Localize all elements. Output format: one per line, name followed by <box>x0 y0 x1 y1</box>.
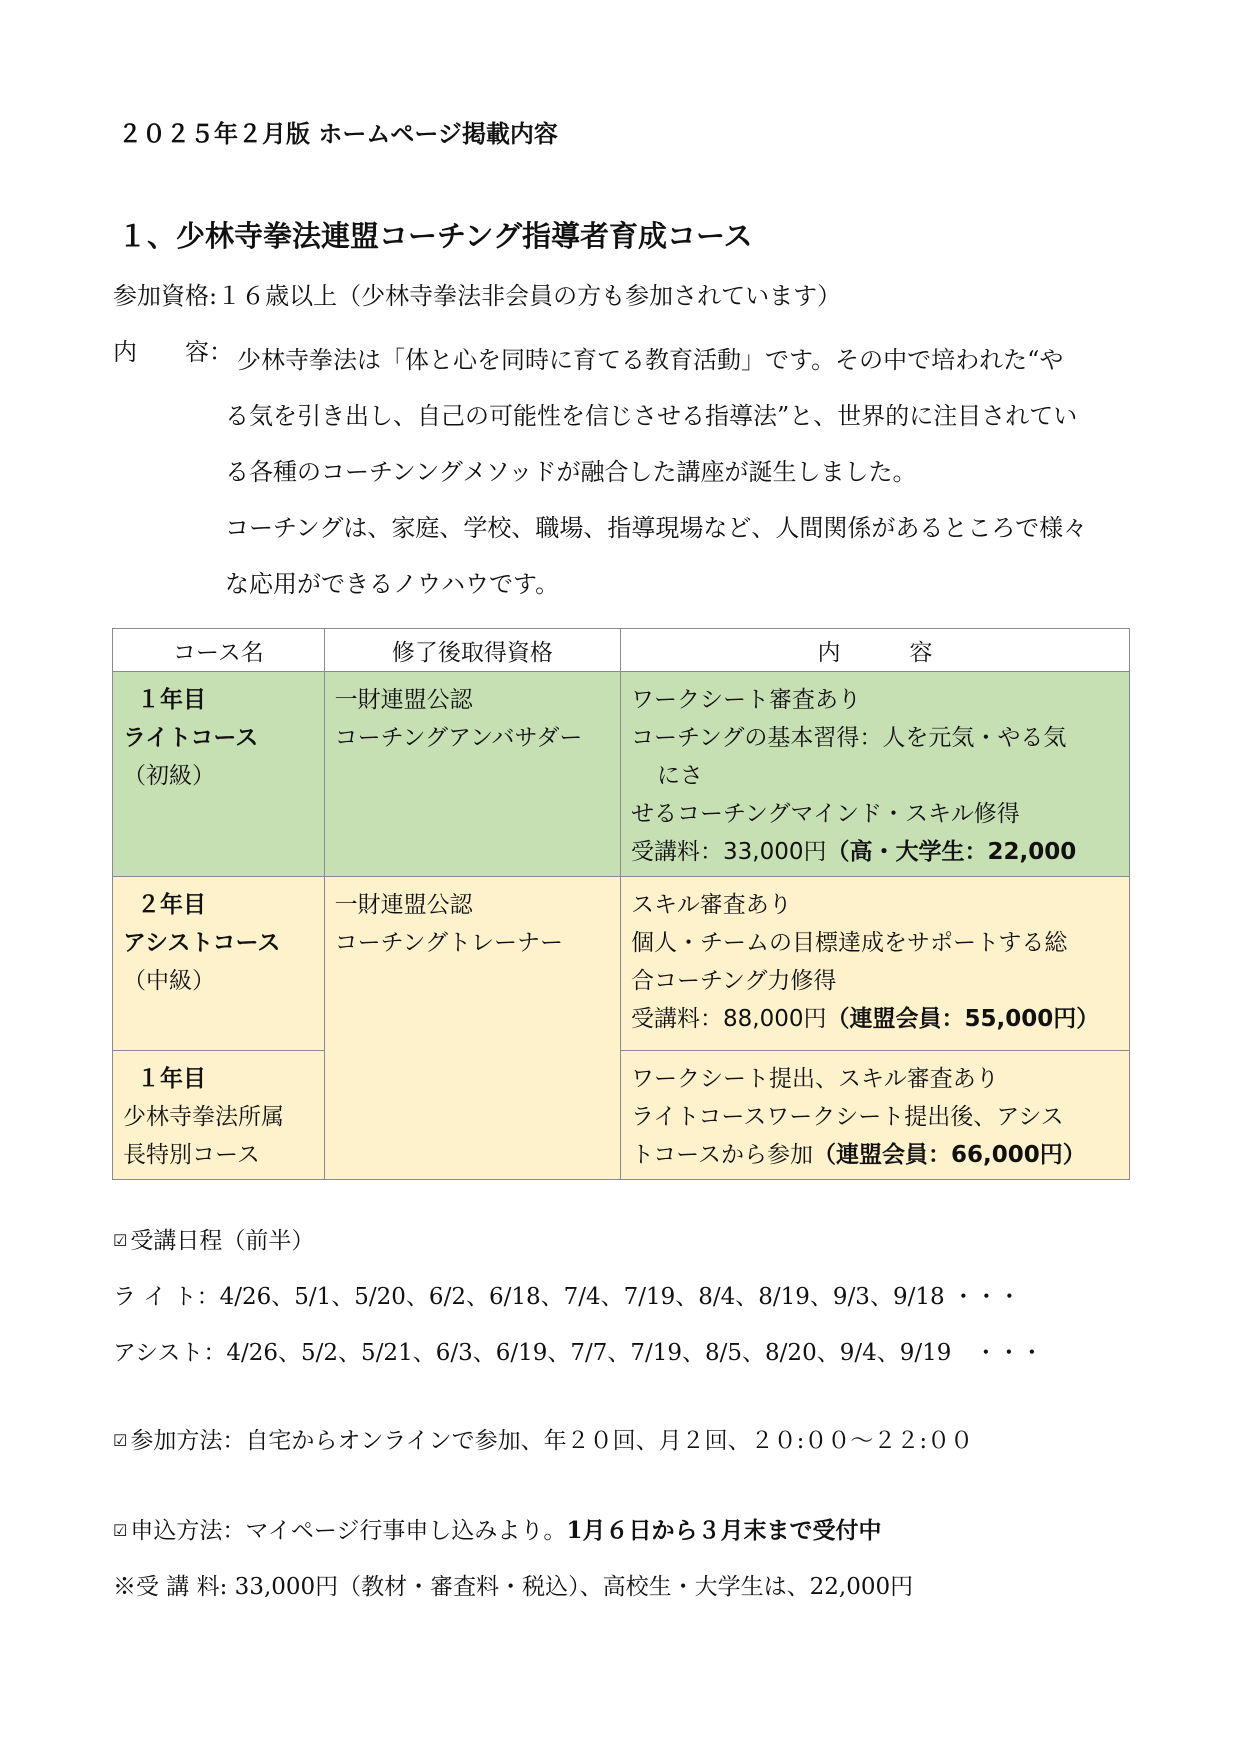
content-line: る気を引き出し、自己の可能性を信じさせる指導法”と、世界的に注目されてい <box>225 402 1078 430</box>
certification-cell <box>324 877 620 1180</box>
participation-method <box>113 1422 973 1455</box>
certification-line: 一財連盟公認 <box>334 892 473 918</box>
course-level: （初級） <box>123 763 215 789</box>
content-item: スキル審査あり <box>631 892 792 918</box>
application-method-text: 申込方法：マイページ行事申し込みより。 <box>130 1518 567 1544</box>
fee-discount: （連盟会員：55,000円） <box>826 1006 1100 1032</box>
checkbox-icon: ☑ <box>113 1431 128 1450</box>
participation-method-text: 参加方法：自宅からオンラインで参加、年２０回、月２回、２０:００～２２:００ <box>130 1428 974 1454</box>
content-cell <box>621 877 1130 1051</box>
course-name: 長特別コース <box>123 1142 260 1168</box>
content-line: な応用ができるノウハウです。 <box>225 570 560 598</box>
application-method <box>113 1512 881 1545</box>
certification-line: コーチングアンバサダー <box>334 725 583 751</box>
schedule-title <box>113 1222 314 1255</box>
course-name-cell <box>113 1051 325 1180</box>
schedule-assist: アシスト：4/26、5/2、5/21、6/3、6/19、7/7、7/19、8/5、8/20、9/4、9/19 ・・・ <box>113 1340 1044 1366</box>
content-cell <box>621 1051 1130 1180</box>
table-header-row <box>113 629 1130 672</box>
table-row <box>113 1051 1130 1180</box>
content-line: 少林寺拳法は「体と心を同時に育てる教育活動」です。その中で培われた“や <box>237 346 1064 374</box>
edition-heading: ２０２５年２月版 ホームページ掲載内容 <box>118 119 558 148</box>
fee-text: 受講料：88,000円 <box>631 1006 827 1032</box>
content-item: にさ <box>657 763 704 789</box>
fee-line <box>631 833 1120 871</box>
checkbox-icon: ☑ <box>113 1521 128 1540</box>
fee-line <box>631 1136 1120 1174</box>
course-year: １年目 <box>137 687 206 713</box>
content-item: 合コーチング力修得 <box>631 968 837 994</box>
qualification-text: 参加資格:１６歳以上（少林寺拳法非会員の方も参加されています） <box>113 282 842 310</box>
certification-line: コーチングトレーナー <box>334 930 564 956</box>
content-label: 内 容： <box>113 338 233 366</box>
course-level: （中級） <box>123 968 215 994</box>
checkbox-icon: ☑ <box>113 1231 128 1250</box>
content-item: トコースから参加 <box>631 1142 813 1168</box>
fee-discount: （連盟会員：66,000円） <box>812 1142 1086 1168</box>
content-item: 個人・チームの目標達成をサポートする総 <box>631 930 1068 956</box>
content-item: ワークシート提出、スキル審査あり <box>631 1066 999 1092</box>
content-item: ライトコースワークシート提出後、アシス <box>631 1104 1064 1130</box>
course-name-cell <box>113 877 325 1051</box>
certification-line: 一財連盟公認 <box>334 687 473 713</box>
section-title: １、少林寺拳法連盟コーチング指導者育成コース <box>118 219 753 253</box>
content-item: ワークシート審査あり <box>631 687 862 713</box>
certification-cell <box>324 672 620 877</box>
course-year: ２年目 <box>137 892 206 918</box>
column-header: 内 容 <box>621 629 1130 672</box>
schedule-light: ラ イ ト：4/26、5/1、5/20、6/2、6/18、7/4、7/19、8/4、8/19、9/3、9/18 ・・・ <box>113 1284 1021 1310</box>
fee-discount: （高・大学生：22,000 <box>826 839 1077 865</box>
table-row <box>113 672 1130 877</box>
table-row <box>113 877 1130 1051</box>
column-header: 修了後取得資格 <box>324 629 620 672</box>
course-table <box>112 628 1130 1180</box>
fee-line <box>631 1000 1120 1038</box>
column-header: コース名 <box>113 629 325 672</box>
content-item: せるコーチングマインド・スキル修得 <box>631 801 1020 827</box>
content-line: る各種のコーチンングメソッドが融合した講座が誕生しました。 <box>225 458 917 486</box>
course-name: ライトコース <box>123 725 259 751</box>
content-item: コーチングの基本習得：人を元気・やる気 <box>631 725 1067 751</box>
course-year: １年目 <box>137 1066 206 1092</box>
fee-text: 受講料：33,000円 <box>631 839 827 865</box>
content-line: コーチングは、家庭、学校、職場、指導現場など、人間関係があるところで様々 <box>225 514 1088 542</box>
course-name-cell <box>113 672 325 877</box>
content-cell <box>621 672 1130 877</box>
course-name: アシストコース <box>123 930 281 956</box>
course-name: 少林寺拳法所属 <box>123 1104 284 1130</box>
fee-note: ※受 講 料: 33,000円（教材・審査料・税込）、高校生・大学生は、22,000円 <box>113 1574 914 1600</box>
application-period: 1月６日から３月末まで受付中 <box>566 1517 882 1544</box>
schedule-title-text: 受講日程（前半） <box>130 1228 315 1254</box>
